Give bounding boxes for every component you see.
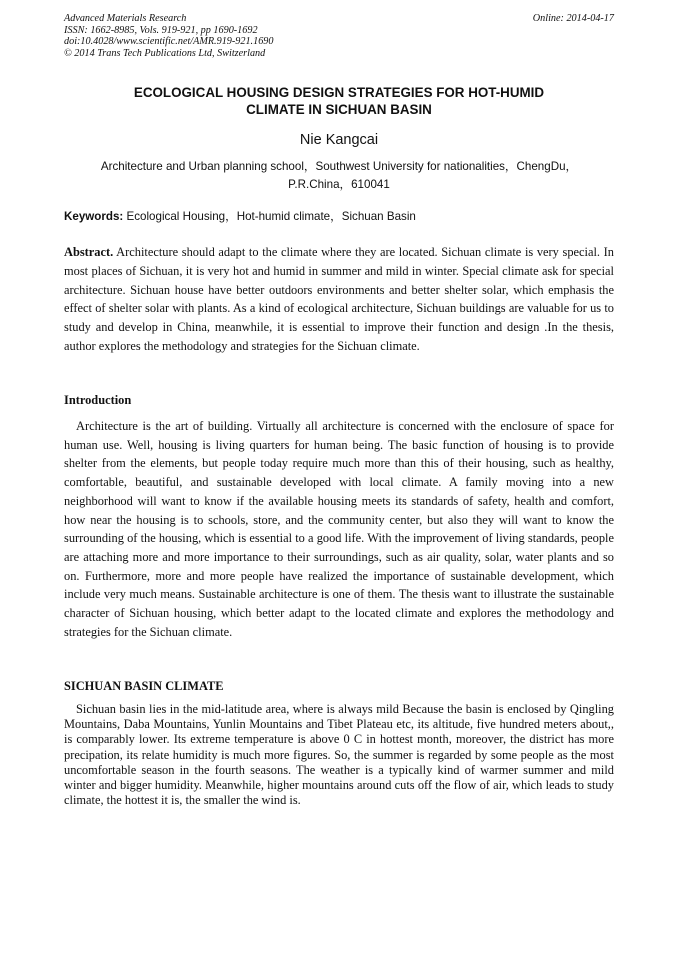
keywords (64, 208, 614, 226)
keywords-label: Keywords: (64, 210, 124, 223)
sichuan-basin-climate-paragraph: Sichuan basin lies in the mid-latitude area, where is always mild Because the basin is enclosed by Qingling Mountains, Daba Mountains, Yunlin Mountains and Tibet Plateau etc, its altitude, five hundred meters about,, is comparably lower. Its extreme temperature is above 0 C in hottest month, moreover, the district has more precipation, its relate humidity is much more figures. So, the summer is regarded by some people as the most uncomfortable season in the fourth seasons. The weather is a typically kind of warmer summer and mild winter and bigger humidity. Meanwhile, higher mountains around cuts off the flow of air, which leads to study climate, the hottest it is, the smaller the wind is. (64, 702, 614, 808)
title-line-1: ECOLOGICAL HOUSING DESIGN STRATEGIES FOR HOT-HUMID (133, 85, 545, 100)
journal-header (64, 13, 273, 59)
introduction-paragraph: Architecture is the art of building. Virtually all architecture is concerned with the enclosure of space for human use. Well, housing is living quarters for human being. The basic function of housing is to provide shelter from the elements, but people today require much more than this of their housing, such as healthy, comfortable, beautiful, and sustainable developed with local climate. A family moving into a new neighborhood will want to know if the available housing meets its standards of safety, health and comfort, how near the housing is to schools, store, and the community center, but also they will want to know the surrounding of the housing, which is essential to a good life. With the improvement of living standards, people are attaching more and more importance to their surroundings, such as air quality, solar, water plants and so on. Furthermore, more and more people have realized the importance of sustainable development, which include very much means. Sustainable architecture is one of them. The thesis want to illustrate the sustainable character of Sichuan housing, which better adapt to the located climate and explores the methodology and strategies for the Sichuan climate. (64, 419, 614, 639)
introduction-heading: Introduction (64, 393, 132, 407)
copyright-line: © 2014 Trans Tech Publications Ltd, Switzerland (64, 47, 266, 59)
paper-title (64, 84, 614, 118)
affiliation (64, 158, 614, 194)
journal-name: Advanced Materials Research (64, 13, 187, 24)
abstract (64, 243, 614, 356)
author-name: Nie Kangcai (299, 132, 379, 148)
keywords-text: Ecological Housing，Hot-humid climate，Sichuan Basin (123, 210, 416, 223)
abstract-text: Architecture should adapt to the climate where they are located. Sichuan climate is very special. In most places of Sichuan, it is very hot and humid in summer and mild in winter. Special climate ask for special architecture. Sichuan house have better outdoors environments and better shelter solar, which emphasis the effect of shelter solar with plants. As a kind of ecological architecture, Sichuan buildings are valuable for us to study and develop in China, meanwhile, it is essential to improve their function and design .In the thesis, author explores the methodology and strategies for the Sichuan climate. (64, 245, 614, 353)
affiliation-line-2: P.R.China，610041 (288, 178, 390, 191)
affiliation-line-1: Architecture and Urban planning school，Southwest University for nationalities，ChengDu， (100, 160, 578, 173)
doi-link[interactable]: doi:10.4028/www.scientific.net/AMR.919-921.1690 (64, 36, 274, 48)
online-date: Online: 2014-04-17 (532, 13, 614, 24)
abstract-label: Abstract. (64, 245, 114, 259)
title-line-2: CLIMATE IN SICHUAN BASIN (246, 102, 432, 117)
sichuan-basin-climate-heading: SICHUAN BASIN CLIMATE (64, 679, 224, 693)
issn-line: ISSN: 1662-8985, Vols. 919-921, pp 1690-1692 (64, 24, 258, 36)
